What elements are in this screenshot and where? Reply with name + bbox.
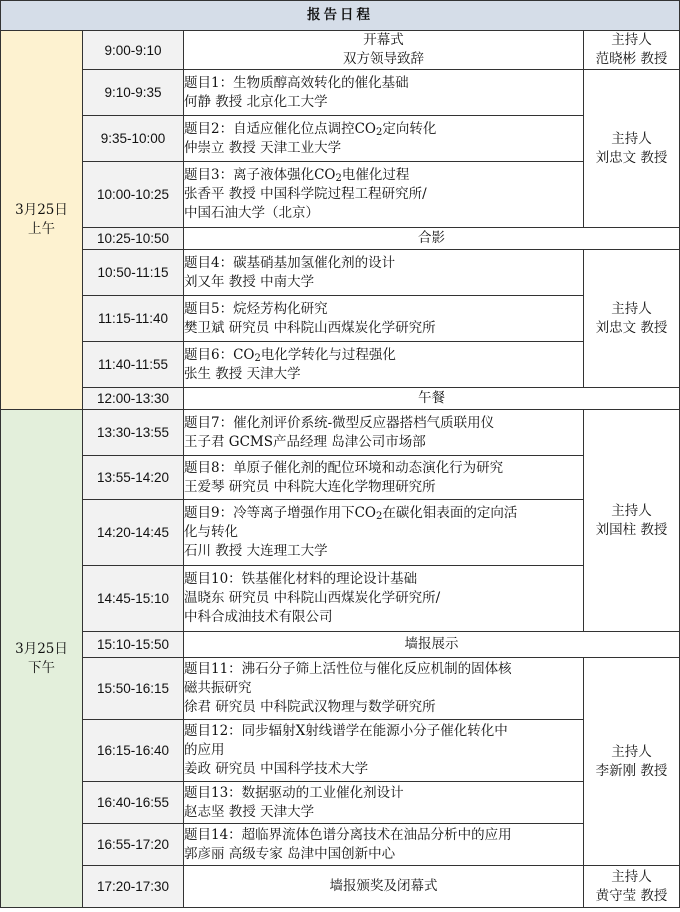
talk-speaker: 樊卫斌 研究员 中科院山西煤炭化学研究所 — [184, 319, 436, 336]
talk-topic-continued: 的应用 — [184, 742, 225, 758]
session-time: 11:15-11:40 — [83, 296, 184, 342]
session-time: 16:15-16:40 — [83, 720, 184, 782]
host-name: 刘国柱 教授 — [595, 521, 668, 538]
talk-speaker: 石川 教授 大连理工大学 — [184, 543, 328, 559]
talk-speaker: 郭彦丽 高级专家 岛津中国创新中心 — [184, 845, 396, 862]
break-label: 墙报展示 — [184, 632, 680, 658]
talk-topic: 题目12：同步辐射X射线谱学在能源小分子催化转化中 — [184, 723, 508, 739]
talk-speaker: 温晓东 研究员 中科院山西煤炭化学研究所/ — [184, 590, 441, 606]
host-name: 刘忠文 教授 — [595, 319, 668, 336]
session-time: 13:30-13:55 — [83, 410, 184, 456]
talk-cell — [184, 566, 584, 632]
talk-speaker: 姜政 研究员 中国科学技术大学 — [184, 761, 369, 777]
morning-date: 3月25日 — [15, 202, 68, 218]
page-title: 报告日程 — [1, 1, 680, 31]
break-label: 午餐 — [184, 388, 680, 410]
talk-cell — [184, 70, 584, 116]
session-time: 10:50-11:15 — [83, 250, 184, 296]
talk-cell — [184, 116, 584, 162]
host-label: 主持人 — [611, 502, 652, 519]
session-time: 17:20-17:30 — [83, 866, 184, 908]
session-time: 16:55-17:20 — [83, 824, 184, 866]
talk-cell — [184, 824, 584, 866]
talk-topic: 题目14：超临界流体色谱分离技术在油品分析中的应用 — [184, 826, 512, 843]
talk-cell — [184, 250, 584, 296]
talk-topic: 题目2：自适应催化位点调控$CO_2$定向转化 — [184, 120, 437, 138]
host-name: 范晓彬 教授 — [595, 51, 668, 67]
talk-cell — [184, 296, 584, 342]
talk-cell — [184, 658, 584, 720]
talk-cell — [184, 456, 584, 500]
host-name: 刘忠文 教授 — [595, 149, 668, 166]
talk-cell — [184, 500, 584, 566]
afternoon-period: 下午 — [28, 659, 55, 676]
talk-speaker: 王爱琴 研究员 中科院大连化学物理研究所 — [184, 478, 436, 495]
closing-session: 墙报颁奖及闭幕式 — [184, 866, 584, 908]
host-label: 主持人 — [611, 743, 652, 760]
session-time: 10:25-10:50 — [83, 228, 184, 250]
talk-topic: 题目5：烷烃芳构化研究 — [184, 300, 328, 317]
talk-cell — [184, 342, 584, 388]
opening-title: 开幕式 — [363, 32, 404, 48]
session-time: 12:00-13:30 — [83, 388, 184, 410]
talk-topic: 题目13：数据驱动的工业催化剂设计 — [184, 784, 404, 801]
afternoon-date: 3月25日 — [15, 640, 68, 657]
talk-topic: 题目3：离子液体强化$CO_2$电催化过程 — [184, 167, 410, 184]
talk-topic: 题目10：铁基催化材料的理论设计基础 — [184, 571, 418, 587]
host-cell — [584, 70, 680, 228]
afternoon-date-cell — [1, 410, 83, 908]
talk-topic: 题目9：冷等离子增强作用下$CO_2$在碳化钼表面的定向活 — [184, 505, 518, 522]
talk-speaker-affiliation: 中科合成油技术有限公司 — [184, 609, 333, 625]
talk-speaker: 赵志坚 教授 天津大学 — [184, 803, 315, 820]
talk-speaker: 何静 教授 北京化工大学 — [184, 93, 328, 110]
host-label: 主持人 — [611, 300, 652, 317]
host-name: 黄守莹 教授 — [595, 887, 668, 904]
host-cell — [584, 250, 680, 388]
host-label: 主持人 — [611, 130, 652, 147]
talk-speaker: 张生 教授 天津大学 — [184, 365, 301, 382]
break-label: 合影 — [184, 228, 680, 250]
morning-date-cell — [1, 31, 83, 410]
talk-speaker: 徐君 研究员 中科院武汉物理与数学研究所 — [184, 699, 436, 715]
talk-cell — [184, 162, 584, 228]
session-time: 9:35-10:00 — [83, 116, 184, 162]
host-cell — [584, 410, 680, 632]
talk-topic: 题目11：沸石分子筛上活性位与催化反应机制的固体核 — [184, 661, 512, 677]
morning-period: 上午 — [28, 221, 55, 237]
host-label: 主持人 — [611, 32, 652, 48]
session-time: 13:55-14:20 — [83, 456, 184, 500]
session-time: 14:45-15:10 — [83, 566, 184, 632]
opening-session — [184, 31, 584, 70]
talk-speaker: 张香平 教授 中国科学院过程工程研究所/ — [184, 186, 427, 202]
session-time: 14:20-14:45 — [83, 500, 184, 566]
session-time: 10:00-10:25 — [83, 162, 184, 228]
talk-topic: 题目8：单原子催化剂的配位环境和动态演化行为研究 — [184, 459, 504, 476]
talk-topic-continued: 磁共振研究 — [184, 680, 252, 696]
session-time: 15:10-15:50 — [83, 632, 184, 658]
talk-topic: 题目7：催化剂评价系统-微型反应器搭档气质联用仪 — [184, 414, 495, 431]
host-cell — [584, 866, 680, 908]
talk-speaker: 刘又年 教授 中南大学 — [184, 273, 315, 290]
host-cell — [584, 658, 680, 866]
talk-speaker: 仲崇立 教授 天津工业大学 — [184, 139, 342, 156]
talk-cell — [184, 410, 584, 456]
talk-topic: 题目1：生物质醇高效转化的催化基础 — [184, 74, 409, 91]
host-cell — [584, 31, 680, 70]
talk-cell — [184, 782, 584, 824]
talk-speaker: 王子君 GCMS产品经理 岛津公司市场部 — [184, 433, 426, 450]
session-time: 9:10-9:35 — [83, 70, 184, 116]
talk-topic: 题目6：$CO_2$电化学转化与过程强化 — [184, 346, 396, 364]
host-label: 主持人 — [611, 868, 652, 885]
session-time: 16:40-16:55 — [83, 782, 184, 824]
talk-cell — [184, 720, 584, 782]
session-time: 11:40-11:55 — [83, 342, 184, 388]
talk-topic: 题目4：碳基硝基加氢催化剂的设计 — [184, 254, 396, 271]
opening-subtitle: 双方领导致辞 — [343, 51, 424, 67]
talk-topic-continued: 化与转化 — [184, 524, 238, 540]
host-name: 李新刚 教授 — [595, 762, 668, 779]
session-time: 9:00-9:10 — [83, 31, 184, 70]
talk-speaker-affiliation: 中国石油大学（北京） — [184, 205, 319, 221]
session-time: 15:50-16:15 — [83, 658, 184, 720]
